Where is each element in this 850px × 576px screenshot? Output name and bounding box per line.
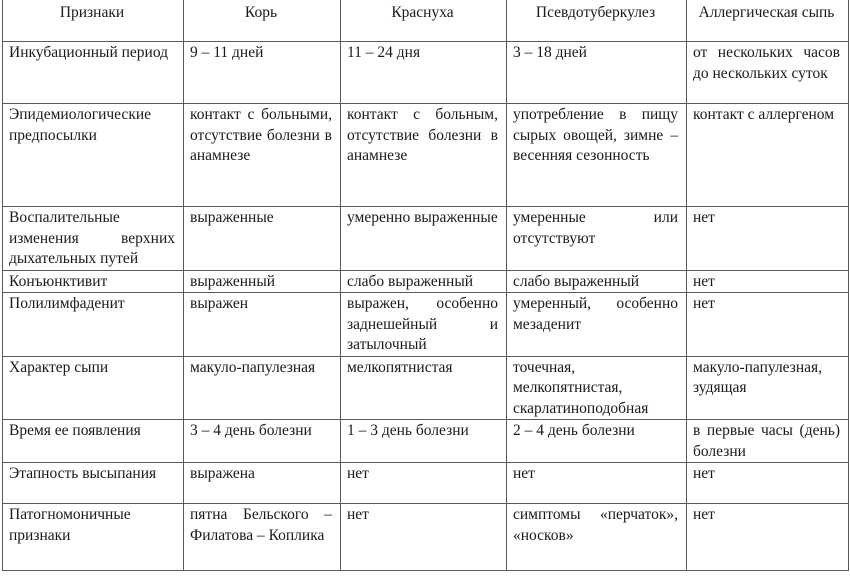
cell-measles: 9 – 11 дней bbox=[184, 42, 341, 104]
cell-feature: Патогномоничные признаки bbox=[3, 504, 184, 571]
differential-diagnosis-table bbox=[2, 0, 849, 571]
cell-measles: 3 – 4 день болезни bbox=[184, 420, 341, 463]
table-row bbox=[3, 504, 849, 571]
header-rubella: Краснуха bbox=[341, 0, 507, 42]
table-row bbox=[3, 420, 849, 463]
cell-measles: макуло-папулезная bbox=[184, 356, 341, 420]
cell-pseudotuberculosis: 2 – 4 день болезни bbox=[507, 420, 687, 463]
cell-pseudotuberculosis: 3 – 18 дней bbox=[507, 42, 687, 104]
cell-rubella: 1 – 3 день болезни bbox=[341, 420, 507, 463]
cell-rubella: выражен, особенно заднешейный и затылочный bbox=[341, 293, 507, 357]
cell-rubella: нет bbox=[341, 504, 507, 571]
cell-allergic-rash: нет bbox=[687, 463, 849, 504]
cell-measles: контакт с больными, отсутствие болезни в анамнезе bbox=[184, 104, 341, 207]
cell-pseudotuberculosis: умеренные или отсутствуют bbox=[507, 207, 687, 271]
cell-feature: Воспалительные изменения верхних дыхательных путей bbox=[3, 207, 184, 271]
table-row bbox=[3, 42, 849, 104]
cell-pseudotuberculosis: нет bbox=[507, 463, 687, 504]
cell-feature: Характер сыпи bbox=[3, 356, 184, 420]
table-row bbox=[3, 293, 849, 357]
cell-rubella: умеренно выраженные bbox=[341, 207, 507, 271]
cell-feature: Время ее появления bbox=[3, 420, 184, 463]
table-row bbox=[3, 207, 849, 271]
table-row bbox=[3, 463, 849, 504]
table-row bbox=[3, 270, 849, 293]
cell-feature: Этапность высыпания bbox=[3, 463, 184, 504]
cell-allergic-rash: нет bbox=[687, 207, 849, 271]
cell-pseudotuberculosis: умеренный, особенно мезаденит bbox=[507, 293, 687, 357]
cell-feature: Эпидемиологические предпосылки bbox=[3, 104, 184, 207]
table-row bbox=[3, 104, 849, 207]
header-measles: Корь bbox=[184, 0, 341, 42]
cell-measles: выражена bbox=[184, 463, 341, 504]
cell-rubella: контакт с больным, отсутствие болезни в анамнезе bbox=[341, 104, 507, 207]
cell-rubella: нет bbox=[341, 463, 507, 504]
cell-rubella: слабо выраженный bbox=[341, 270, 507, 293]
cell-feature: Полилимфаденит bbox=[3, 293, 184, 357]
cell-measles: выражен bbox=[184, 293, 341, 357]
header-features: Признаки bbox=[3, 0, 184, 42]
cell-rubella: 11 – 24 дня bbox=[341, 42, 507, 104]
comparison-table-container bbox=[2, 0, 849, 571]
header-allergic-rash: Аллергическая сыпь bbox=[687, 0, 849, 42]
cell-allergic-rash: в первые часы (день) болезни bbox=[687, 420, 849, 463]
cell-measles: выраженный bbox=[184, 270, 341, 293]
cell-measles: выраженные bbox=[184, 207, 341, 271]
cell-allergic-rash: нет bbox=[687, 270, 849, 293]
cell-allergic-rash: от нескольких часов до нескольких суток bbox=[687, 42, 849, 104]
table-row bbox=[3, 356, 849, 420]
cell-feature: Конъюнктивит bbox=[3, 270, 184, 293]
header-pseudotuberculosis: Псевдотуберкулез bbox=[507, 0, 687, 42]
cell-allergic-rash: нет bbox=[687, 504, 849, 571]
cell-feature: Инкубационный период bbox=[3, 42, 184, 104]
table-header-row bbox=[3, 0, 849, 42]
cell-allergic-rash: макуло-папулезная, зудящая bbox=[687, 356, 849, 420]
cell-pseudotuberculosis: слабо выраженный bbox=[507, 270, 687, 293]
cell-pseudotuberculosis: точечная, мелкопятнистая, скарлатиноподобная bbox=[507, 356, 687, 420]
cell-measles: пятна Бельского – Филатова – Коплика bbox=[184, 504, 341, 571]
cell-allergic-rash: нет bbox=[687, 293, 849, 357]
cell-pseudotuberculosis: симптомы «перчаток», «носков» bbox=[507, 504, 687, 571]
cell-allergic-rash: контакт с аллергеном bbox=[687, 104, 849, 207]
cell-pseudotuberculosis: употребление в пищу сырых овощей, зимне – весенняя сезонность bbox=[507, 104, 687, 207]
cell-rubella: мелкопятнистая bbox=[341, 356, 507, 420]
